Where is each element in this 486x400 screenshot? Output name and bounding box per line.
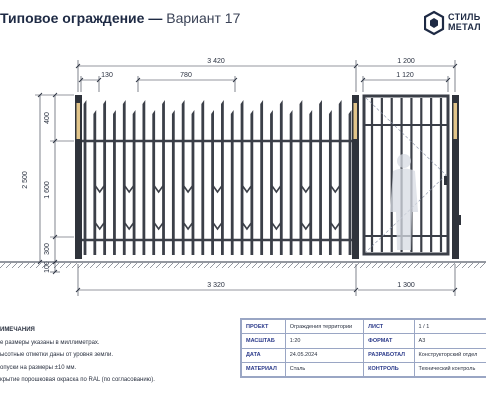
fence-ornament-lower bbox=[154, 222, 164, 229]
ground-hatch-stroke bbox=[474, 263, 479, 268]
fence-ornament-upper bbox=[330, 185, 340, 192]
stamp-key: РАЗРАБОТАЛ bbox=[364, 348, 414, 362]
ground-hatch-stroke bbox=[294, 263, 299, 268]
ground-hatch-stroke bbox=[378, 263, 383, 268]
ground-hatch-stroke bbox=[480, 263, 485, 268]
ground-hatch-stroke bbox=[78, 263, 83, 268]
note-item: е размеры указаны в миллиметрах. bbox=[0, 339, 100, 346]
ground-hatch bbox=[0, 263, 485, 268]
fence-picket bbox=[319, 100, 322, 255]
fence-picket bbox=[113, 110, 116, 255]
dim-height-low: 300 bbox=[44, 243, 51, 255]
wicket-gate bbox=[364, 96, 448, 254]
fence-picket bbox=[192, 110, 195, 255]
ground-hatch-stroke bbox=[210, 263, 215, 268]
ground-hatch-stroke bbox=[12, 263, 17, 268]
ground-hatch-stroke bbox=[126, 263, 131, 268]
fence-ornament-lower bbox=[183, 222, 193, 229]
stamp-key: КОНТРОЛЬ bbox=[364, 362, 414, 376]
stamp-row bbox=[242, 362, 486, 376]
ground-hatch-stroke bbox=[288, 263, 293, 268]
ground-hatch-stroke bbox=[426, 263, 431, 268]
ground-hatch-stroke bbox=[330, 263, 335, 268]
fence-pickets bbox=[84, 100, 352, 255]
dim-bottom-left: 3 320 bbox=[207, 282, 225, 289]
fence-picket bbox=[241, 100, 244, 255]
fence-picket bbox=[142, 100, 145, 255]
ground-hatch-stroke bbox=[180, 263, 185, 268]
dim-spacing-section: 780 bbox=[180, 72, 192, 79]
fence-picket bbox=[260, 100, 263, 255]
dim-height-top: 400 bbox=[44, 112, 51, 124]
ground-hatch-stroke bbox=[390, 263, 395, 268]
ground-hatch-stroke bbox=[270, 263, 275, 268]
fence-ornament-upper bbox=[271, 185, 281, 192]
ground-hatch-stroke bbox=[108, 263, 113, 268]
fence-picket bbox=[231, 110, 234, 255]
fence-picket bbox=[182, 100, 185, 255]
ground-hatch-stroke bbox=[120, 263, 125, 268]
dim-gate-inner: 1 120 bbox=[396, 72, 414, 79]
stamp-table bbox=[241, 319, 486, 377]
fence-ornament-lower bbox=[301, 222, 311, 229]
ground-hatch-stroke bbox=[462, 263, 467, 268]
left-post-plate bbox=[77, 103, 81, 139]
ground-hatch-stroke bbox=[402, 263, 407, 268]
fence-ornaments bbox=[95, 185, 341, 229]
fence-picket bbox=[103, 100, 106, 255]
ground-hatch-stroke bbox=[468, 263, 473, 268]
dim-total-width: 3 420 bbox=[207, 58, 225, 65]
fence-picket bbox=[309, 110, 312, 255]
ground-hatch-stroke bbox=[420, 263, 425, 268]
fence-picket bbox=[133, 110, 136, 255]
fence-picket bbox=[201, 100, 204, 255]
fence-ornament-upper bbox=[95, 185, 105, 192]
ground-hatch-stroke bbox=[276, 263, 281, 268]
ground-hatch-stroke bbox=[192, 263, 197, 268]
title-variant: Вариант 17 bbox=[166, 10, 241, 26]
ground-hatch-stroke bbox=[84, 263, 89, 268]
ground-hatch-stroke bbox=[30, 263, 35, 268]
stamp-key: ДАТА bbox=[242, 348, 286, 362]
ground-hatch-stroke bbox=[456, 263, 461, 268]
ground-hatch-stroke bbox=[228, 263, 233, 268]
stamp-value: 1:20 bbox=[285, 334, 363, 348]
title-main: Типовое ограждение bbox=[0, 10, 145, 26]
gate-handle bbox=[444, 176, 447, 185]
ground-hatch-stroke bbox=[72, 263, 77, 268]
fence-picket bbox=[280, 100, 283, 255]
fence-picket bbox=[152, 110, 155, 255]
ground-hatch-stroke bbox=[96, 263, 101, 268]
fence-ornament-lower bbox=[95, 222, 105, 229]
fence-ornament-lower bbox=[242, 222, 252, 229]
fence-picket bbox=[123, 100, 126, 255]
stamp-key: ФОРМАТ bbox=[364, 334, 414, 348]
ground-hatch-stroke bbox=[114, 263, 119, 268]
stamp-value: Конструкторский отдел bbox=[414, 348, 486, 362]
stamp-row bbox=[242, 348, 486, 362]
fence-picket bbox=[211, 110, 214, 255]
ground-hatch-stroke bbox=[324, 263, 329, 268]
ground-hatch-stroke bbox=[360, 263, 365, 268]
stamp-value: Сталь bbox=[285, 362, 363, 376]
title-block-stamp bbox=[240, 318, 486, 378]
dim-gate-width: 1 200 bbox=[397, 58, 415, 65]
ground-hatch-stroke bbox=[144, 263, 149, 268]
ground-hatch-stroke bbox=[264, 263, 269, 268]
ground-hatch-stroke bbox=[438, 263, 443, 268]
ground-hatch-stroke bbox=[198, 263, 203, 268]
fence-picket bbox=[349, 110, 352, 255]
ground-hatch-stroke bbox=[24, 263, 29, 268]
ground-hatch-stroke bbox=[372, 263, 377, 268]
ground-hatch-stroke bbox=[60, 263, 65, 268]
ground-hatch-stroke bbox=[366, 263, 371, 268]
stamp-value: Ограждения территории bbox=[285, 320, 363, 334]
ground-hatch-stroke bbox=[6, 263, 11, 268]
ground-hatch-stroke bbox=[354, 263, 359, 268]
fence-ornament-lower bbox=[271, 222, 281, 229]
title-dash: — bbox=[148, 10, 163, 26]
ground-hatch-stroke bbox=[408, 263, 413, 268]
fence-picket bbox=[162, 100, 165, 255]
ground-hatch-stroke bbox=[186, 263, 191, 268]
ground-hatch-stroke bbox=[306, 263, 311, 268]
right-post-latch bbox=[458, 215, 461, 225]
ground-hatch-stroke bbox=[396, 263, 401, 268]
ground-hatch-stroke bbox=[150, 263, 155, 268]
ground-hatch-stroke bbox=[204, 263, 209, 268]
stamp-key: МАСШТАБ bbox=[242, 334, 286, 348]
ground-hatch-stroke bbox=[66, 263, 71, 268]
stamp-value: 24.05.2024 bbox=[285, 348, 363, 362]
ground-hatch-stroke bbox=[336, 263, 341, 268]
ground-hatch-stroke bbox=[174, 263, 179, 268]
notes-block bbox=[0, 324, 235, 387]
ground-hatch-stroke bbox=[246, 263, 251, 268]
middle-post-plate bbox=[354, 103, 358, 139]
ground-hatch-stroke bbox=[0, 263, 5, 268]
stamp-key: МАТЕРИАЛ bbox=[242, 362, 286, 376]
ground-hatch-stroke bbox=[168, 263, 173, 268]
dim-spacing-small: 130 bbox=[101, 72, 113, 79]
fence-picket bbox=[329, 110, 332, 255]
ground-hatch-stroke bbox=[162, 263, 167, 268]
fence-picket bbox=[250, 110, 253, 255]
fence-ornament-lower bbox=[330, 222, 340, 229]
fence-ornament-lower bbox=[124, 222, 134, 229]
stamp-row bbox=[242, 320, 486, 334]
fence-picket bbox=[339, 100, 342, 255]
fence-ornament-upper bbox=[242, 185, 252, 192]
ground-hatch-stroke bbox=[342, 263, 347, 268]
dim-height-total: 2 500 bbox=[22, 171, 29, 189]
dim-height-mid: 1 600 bbox=[44, 181, 51, 199]
ground-hatch-stroke bbox=[216, 263, 221, 268]
ground-hatch-stroke bbox=[138, 263, 143, 268]
ground-hatch-stroke bbox=[318, 263, 323, 268]
ground-hatch-stroke bbox=[222, 263, 227, 268]
stamp-value: Технический контроль bbox=[414, 362, 486, 376]
fence-picket bbox=[221, 100, 224, 255]
logo-line-2: МЕТАЛ bbox=[448, 22, 481, 32]
fence-picket bbox=[93, 110, 96, 255]
ground-hatch-stroke bbox=[252, 263, 257, 268]
stamp-row bbox=[242, 334, 486, 348]
dim-bottom-right: 1 300 bbox=[397, 282, 415, 289]
logo-line-1: СТИЛЬ bbox=[448, 12, 481, 22]
ground-hatch-stroke bbox=[156, 263, 161, 268]
fence-ornament-upper bbox=[301, 185, 311, 192]
fence-picket bbox=[300, 100, 303, 255]
ground-hatch-stroke bbox=[450, 263, 455, 268]
stamp-value: А3 bbox=[414, 334, 486, 348]
fence-ornament-upper bbox=[124, 185, 134, 192]
fence-picket bbox=[270, 110, 273, 255]
ground-hatch-stroke bbox=[240, 263, 245, 268]
ground-hatch-stroke bbox=[300, 263, 305, 268]
ground-hatch-stroke bbox=[18, 263, 23, 268]
right-post-plate bbox=[454, 103, 458, 139]
ground-hatch-stroke bbox=[102, 263, 107, 268]
ground-hatch-stroke bbox=[384, 263, 389, 268]
ground-hatch-stroke bbox=[444, 263, 449, 268]
fence-picket bbox=[84, 100, 87, 255]
ground-hatch-stroke bbox=[414, 263, 419, 268]
fence-ornament-upper bbox=[183, 185, 193, 192]
notes-heading: ИМЕЧАНИЯ bbox=[0, 327, 35, 333]
stamp-value: 1 / 1 bbox=[414, 320, 486, 334]
ground-hatch-stroke bbox=[312, 263, 317, 268]
fence-section bbox=[80, 100, 358, 255]
note-item: ысотные отметки даны от уровня земли. bbox=[0, 352, 114, 358]
ground-hatch-stroke bbox=[132, 263, 137, 268]
fence-ornament-upper bbox=[213, 185, 223, 192]
ground-hatch-stroke bbox=[90, 263, 95, 268]
note-item: крытие порошковая окраска по RAL (по согласованию). bbox=[0, 377, 155, 383]
fence-picket bbox=[290, 110, 293, 255]
note-item: опуски на размеры ±10 мм. bbox=[0, 364, 77, 371]
dim-height-base: 100 bbox=[44, 261, 51, 273]
ground-hatch-stroke bbox=[258, 263, 263, 268]
ground-hatch-stroke bbox=[348, 263, 353, 268]
stamp-key: ПРОЕКТ bbox=[242, 320, 286, 334]
fence-ornament-upper bbox=[154, 185, 164, 192]
fence-ornament-lower bbox=[213, 222, 223, 229]
ground-hatch-stroke bbox=[234, 263, 239, 268]
fence-picket bbox=[172, 110, 175, 255]
stamp-key: ЛИСТ bbox=[364, 320, 414, 334]
ground-hatch-stroke bbox=[282, 263, 287, 268]
ground-hatch-stroke bbox=[432, 263, 437, 268]
